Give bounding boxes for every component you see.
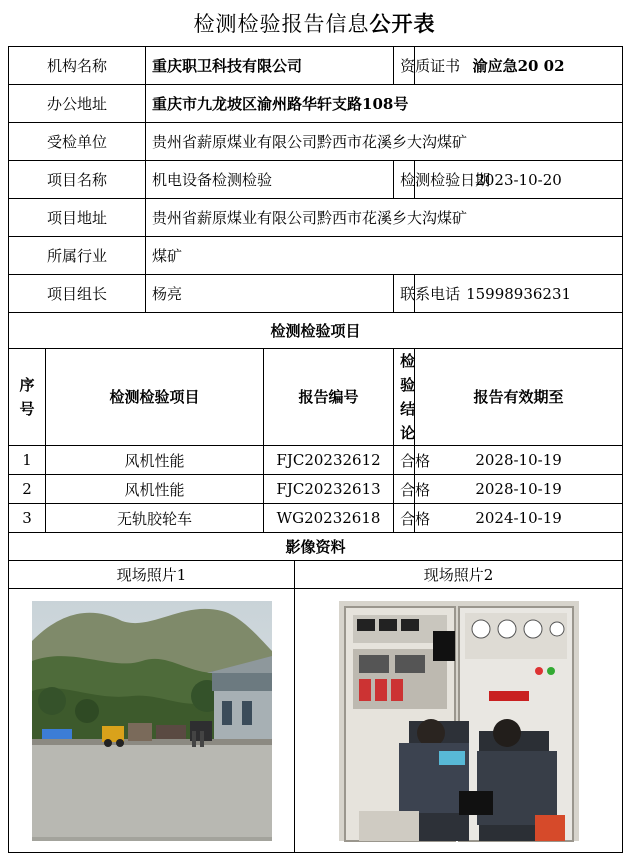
photo2-label: 现场照片2 [295,561,623,589]
site-photo-control-cabinet [339,601,579,841]
row-no: 3 [9,504,46,533]
row-org [9,47,623,85]
site-value: 贵州省薪原煤业有限公司黔西市花溪乡大沟煤矿 [146,199,623,237]
date-value: 2023-10-20 [415,161,623,199]
row-report: FJC20232612 [264,446,394,475]
date-label: 检测检验日期 [394,161,415,199]
photo2-cell [295,589,623,853]
row-report: WG20232618 [264,504,394,533]
project-label: 项目名称 [9,161,146,199]
media-section-title: 影像资料 [9,533,623,561]
col-header-item: 检测检验项目 [46,349,264,446]
table-row [9,475,623,504]
org-value: 重庆职卫科技有限公司 [146,47,394,85]
row-valid: 2024-10-19 [415,504,623,533]
col-header-no: 序号 [9,349,46,446]
row-client [9,123,623,161]
org-label: 机构名称 [9,47,146,85]
phone-value: 15998936231 [415,275,623,313]
address-value: 重庆市九龙坡区渝州路华轩支路108号 [146,85,623,123]
row-no: 2 [9,475,46,504]
row-report: FJC20232613 [264,475,394,504]
photos-row [9,589,623,853]
row-valid: 2028-10-19 [415,475,623,504]
row-address [9,85,623,123]
row-result: 合格 [394,504,415,533]
row-site [9,199,623,237]
photo1-cell [9,589,295,853]
col-header-result: 检验结论 [394,349,415,446]
row-result: 合格 [394,475,415,504]
table-row [9,504,623,533]
row-item: 风机性能 [46,446,264,475]
phone-label: 联系电话 [394,275,415,313]
table-row [9,446,623,475]
row-industry [9,237,623,275]
row-leader [9,275,623,313]
site-label: 项目地址 [9,199,146,237]
client-label: 受检单位 [9,123,146,161]
site-photo-mine-yard [32,601,272,841]
leader-label: 项目组长 [9,275,146,313]
row-valid: 2028-10-19 [415,446,623,475]
row-result: 合格 [394,446,415,475]
title-prefix: 检测检验报告信息 [193,12,370,36]
row-item: 无轨胶轮车 [46,504,264,533]
cert-label: 资质证书 [394,47,415,85]
col-header-valid: 报告有效期至 [415,349,623,446]
industry-value: 煤矿 [146,237,623,275]
title-suffix: 公开表 [369,11,436,36]
leader-value: 杨亮 [146,275,394,313]
row-item: 风机性能 [46,475,264,504]
cert-value: 渝应急20 02 [415,47,623,85]
row-no: 1 [9,446,46,475]
photo-labels-row [9,561,623,589]
row-project [9,161,623,199]
project-value: 机电设备检测检验 [146,161,394,199]
items-section-header [9,313,623,349]
col-header-report: 报告编号 [264,349,394,446]
page-title [0,8,629,38]
media-section-header [9,533,623,561]
photo1-label: 现场照片1 [9,561,295,589]
address-label: 办公地址 [9,85,146,123]
items-section-title: 检测检验项目 [9,313,623,349]
industry-label: 所属行业 [9,237,146,275]
report-table [8,46,623,853]
items-table-header [9,349,623,446]
client-value: 贵州省薪原煤业有限公司黔西市花溪乡大沟煤矿 [146,123,623,161]
